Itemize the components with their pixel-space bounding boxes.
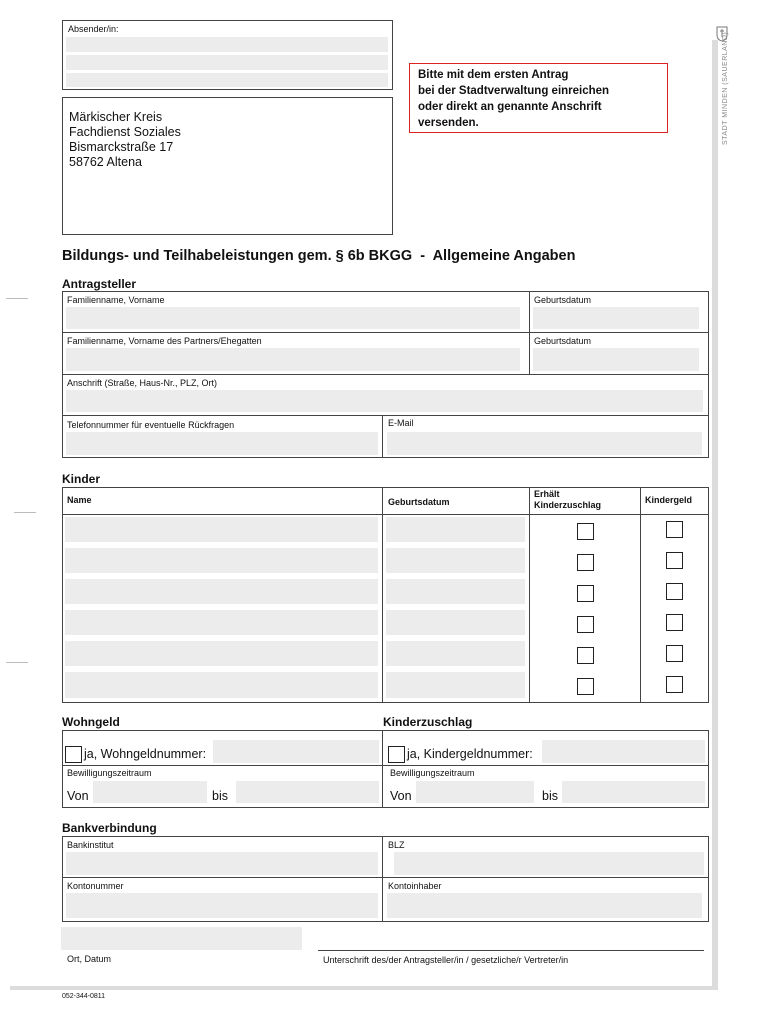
child-kiz-checkbox[interactable] [577,616,594,633]
children-col-kiz [534,489,601,511]
notice-line: Bitte mit dem ersten Antrag [418,69,569,81]
child-name-field[interactable] [65,641,378,666]
account-holder-field[interactable] [387,893,702,918]
city-name-vertical: STADT MINDEN (SAUERLAND) [722,31,729,145]
sender-line-3[interactable] [66,73,388,87]
child-birth-field[interactable] [386,672,525,698]
partner-name-field[interactable] [66,348,520,371]
email-label: E-Mail [388,418,414,428]
form-title: Bildungs- und Teilhabeleistungen gem. § 6b BKGG - Allgemeine Angaben [62,248,576,264]
supplement-from-label: Von [390,789,412,803]
fold-mark [14,512,36,513]
phone-label: Telefonnummer für eventuelle Rückfragen [67,420,235,430]
child-birth-field[interactable] [386,517,525,542]
notice-line: bei der Stadtverwaltung einreichen [418,85,610,97]
child-kg-checkbox[interactable] [666,614,683,631]
divider [62,514,709,515]
child-kg-checkbox[interactable] [666,521,683,538]
email-field[interactable] [387,432,702,455]
form-number: 052-344-0811 [62,993,106,1000]
notice-box [409,63,668,133]
page-bottom-edge [10,986,718,990]
child-kiz-checkbox[interactable] [577,678,594,695]
divider [62,374,709,375]
divider [529,487,530,703]
recipient-address [69,110,181,170]
divider [382,730,383,808]
notice-line: versenden. [418,117,479,129]
children-col-kiz-line: Erhält [534,489,560,499]
address-label: Anschrift (Straße, Haus-Nr., PLZ, Ort) [67,378,218,388]
child-kg-checkbox[interactable] [666,645,683,662]
applicant-birth-field[interactable] [533,307,699,329]
divider [529,291,530,374]
account-number-label: Kontonummer [67,881,124,891]
child-kiz-checkbox[interactable] [577,523,594,540]
fold-mark [6,662,28,663]
housing-period-label: Bewilligungszeitraum [67,768,152,778]
housing-heading: Wohngeld [62,715,120,729]
child-name-field[interactable] [65,517,378,542]
housing-to-field[interactable] [236,781,379,803]
divider [62,415,709,416]
children-col-kg: Kindergeld [645,495,693,505]
bank-institute-field[interactable] [66,852,378,875]
child-name-field[interactable] [65,579,378,604]
child-name-field[interactable] [65,548,378,573]
child-birth-field[interactable] [386,610,525,635]
divider [62,877,709,878]
divider [640,487,641,703]
children-col-kiz-line: Kinderzuschlag [534,500,602,510]
partner-birth-label: Geburtsdatum [534,336,592,346]
supplement-to-label: bis [542,789,558,803]
housing-from-field[interactable] [93,781,207,803]
child-birth-field[interactable] [386,548,525,573]
recipient-line: Fachdienst Soziales [69,125,181,139]
fold-mark [6,298,28,299]
applicant-birth-label: Geburtsdatum [534,295,592,305]
signature-line [318,950,704,951]
partner-birth-field[interactable] [533,348,699,371]
housing-number-field[interactable] [213,740,379,763]
supplement-number-field[interactable] [542,740,705,763]
housing-to-label: bis [212,789,228,803]
place-date-field[interactable] [61,927,302,950]
notice-line: oder direkt an genannte Anschrift [418,101,602,113]
child-kg-checkbox[interactable] [666,583,683,600]
applicant-heading: Antragsteller [62,277,137,291]
housing-from-label: Von [67,789,89,803]
sender-line-2[interactable] [66,55,388,70]
supplement-yes-checkbox[interactable] [388,746,405,763]
divider [382,836,383,922]
applicant-name-label: Familienname, Vorname [67,295,165,305]
divider [382,415,383,458]
phone-field[interactable] [66,432,378,455]
bank-institute-label: Bankinstitut [67,840,114,850]
bank-blz-label: BLZ [388,840,405,850]
divider [62,765,709,766]
recipient-line: Märkischer Kreis [69,110,163,124]
bank-heading: Bankverbindung [62,821,157,835]
housing-yes-checkbox[interactable] [65,746,82,763]
child-birth-field[interactable] [386,579,525,604]
child-name-field[interactable] [65,610,378,635]
supplement-from-field[interactable] [416,781,534,803]
sender-line-1[interactable] [66,37,388,52]
place-date-label: Ort, Datum [67,954,112,964]
account-number-field[interactable] [66,893,378,918]
child-kiz-checkbox[interactable] [577,647,594,664]
child-supplement-heading: Kinderzuschlag [383,715,473,729]
bank-blz-field[interactable] [394,852,704,875]
applicant-name-field[interactable] [66,307,520,329]
child-kiz-checkbox[interactable] [577,554,594,571]
supplement-yes-label: ja, Kindergeldnummer: [407,747,533,761]
divider [62,332,709,333]
child-kg-checkbox[interactable] [666,676,683,693]
account-holder-label: Kontoinhaber [388,881,442,891]
children-col-name: Name [67,495,92,505]
page-edge [712,40,718,990]
sender-label: Absender/in: [68,24,119,34]
child-name-field[interactable] [65,672,378,698]
child-kiz-checkbox[interactable] [577,585,594,602]
address-field[interactable] [66,390,703,412]
recipient-line: 58762 Altena [69,155,142,169]
supplement-period-label: Bewilligungszeitraum [390,768,475,778]
signature-label: Unterschrift des/der Antragsteller/in / gesetzliche/r Vertreter/in [323,955,569,965]
children-col-birth: Geburtsdatum [388,497,450,507]
housing-yes-label: ja, Wohngeldnummer: [84,747,207,761]
children-heading: Kinder [62,472,101,486]
child-kg-checkbox[interactable] [666,552,683,569]
supplement-to-field[interactable] [562,781,705,803]
recipient-line: Bismarckstraße 17 [69,140,174,154]
partner-name-label: Familienname, Vorname des Partners/Ehegatten [67,336,262,346]
divider [382,487,383,703]
child-birth-field[interactable] [386,641,525,666]
